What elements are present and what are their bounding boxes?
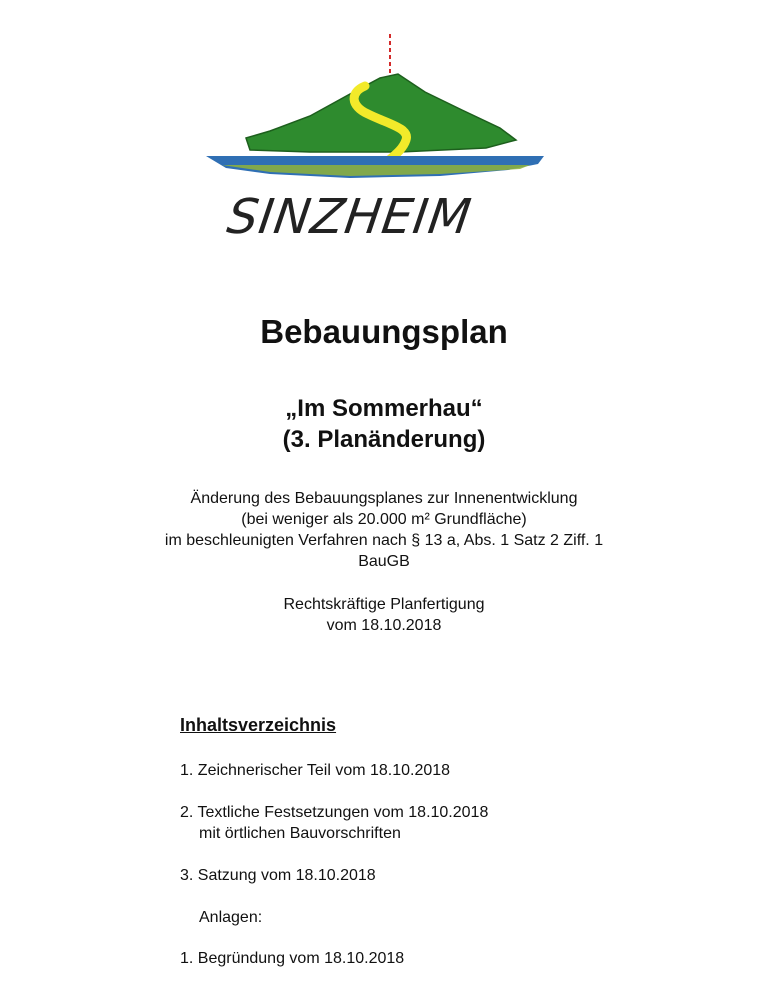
toc-item-2-sublabel: mit örtlichen Bauvorschriften <box>199 825 401 842</box>
legal-status <box>0 594 768 636</box>
toc-item-3-label: 3. Satzung vom 18.10.2018 <box>180 867 376 884</box>
description-line-3: im beschleunigten Verfahren nach § 13 a, Abs. 1 Satz 2 Ziff. 1 <box>164 532 604 549</box>
toc-item-2 <box>180 802 700 844</box>
page-title: Bebauungsplan <box>260 313 508 350</box>
toc-item-1 <box>180 760 700 781</box>
toc-item-3 <box>180 865 700 886</box>
logo-wordmark: SINZHEIM <box>223 189 476 245</box>
toc-item-2-label: 2. Textliche Festsetzungen vom 18.10.2018 <box>180 804 489 821</box>
toc-heading: Inhaltsverzeichnis <box>180 715 337 735</box>
plan-name: „Im Sommerhau“ <box>285 395 483 422</box>
table-of-contents <box>180 714 700 990</box>
description-line-4: BauGB <box>358 553 410 570</box>
toc-anlage-1 <box>180 948 700 969</box>
description-line-1: Änderung des Bebauungsplanes zur Innenentwicklung <box>190 490 578 507</box>
plan-revision: (3. Planänderung) <box>282 426 486 453</box>
toc-anlagen-label: Anlagen: <box>199 909 263 926</box>
sinzheim-logo <box>200 28 550 253</box>
plan-subtitle <box>0 393 768 455</box>
legal-status-line-1: Rechtskräftige Planfertigung <box>283 596 485 613</box>
toc-anlage-1-label: 1. Begründung vom 18.10.2018 <box>180 950 405 967</box>
legal-status-date: vom 18.10.2018 <box>326 617 442 634</box>
toc-item-1-label: 1. Zeichnerischer Teil vom 18.10.2018 <box>180 762 451 779</box>
mountain-shape <box>246 74 516 152</box>
water-green-band <box>222 165 530 176</box>
description-line-2: (bei weniger als 20.000 m² Grundfläche) <box>241 511 527 528</box>
sinzheim-logo-graphic <box>200 28 550 253</box>
plan-description <box>0 488 768 572</box>
